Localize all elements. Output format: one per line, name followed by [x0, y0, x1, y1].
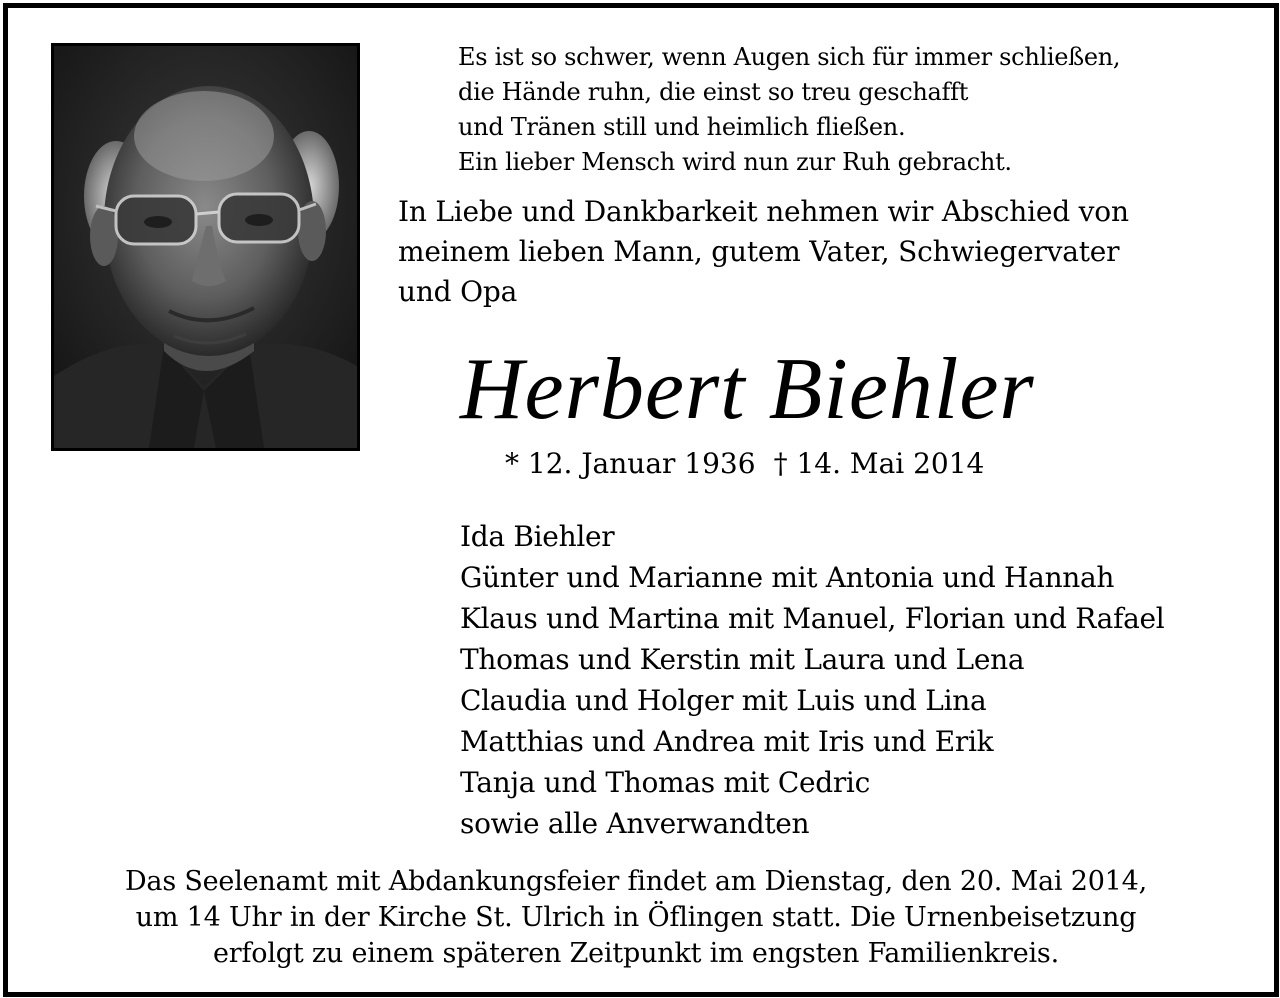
mourner-line: Tanja und Thomas mit Cedric — [460, 766, 870, 799]
mourners-list — [460, 516, 1240, 844]
poem-line: Es ist so schwer, wenn Augen sich für immer schließen, — [458, 43, 1121, 71]
funeral-line: erfolgt zu einem späteren Zeitpunkt im engsten Familienkreis. — [213, 938, 1059, 969]
funeral-notice — [40, 864, 1232, 972]
mourner-line: sowie alle Anverwandten — [460, 807, 810, 840]
mourner-line: Claudia und Holger mit Luis und Lina — [460, 684, 987, 717]
life-dates — [505, 442, 1205, 486]
portrait-photo — [51, 43, 360, 451]
poem-line: und Tränen still und heimlich fließen. — [458, 113, 906, 141]
portrait-image — [54, 46, 357, 448]
death-date: † 14. Mai 2014 — [773, 447, 985, 480]
farewell-intro — [398, 192, 1228, 312]
funeral-line: um 14 Uhr in der Kirche St. Ulrich in Öflingen statt. Die Urnenbeisetzung — [135, 902, 1137, 933]
mourner-line: Thomas und Kerstin mit Laura und Lena — [460, 643, 1025, 676]
birth-date: * 12. Januar 1936 — [505, 447, 756, 480]
poem-line: Ein lieber Mensch wird nun zur Ruh gebracht. — [458, 148, 1012, 176]
deceased-name: Herbert Biehler — [460, 341, 1035, 438]
intro-line: meinem lieben Mann, gutem Vater, Schwiegervater — [398, 235, 1120, 268]
intro-line: und Opa — [398, 275, 518, 308]
mourner-line: Klaus und Martina mit Manuel, Florian und Rafael — [460, 602, 1165, 635]
funeral-line: Das Seelenamt mit Abdankungsfeier findet am Dienstag, den 20. Mai 2014, — [124, 866, 1148, 897]
mourner-line: Matthias und Andrea mit Iris und Erik — [460, 725, 994, 758]
poem-line: die Hände ruhn, die einst so treu geschafft — [458, 78, 969, 106]
poem-verse — [458, 40, 1238, 180]
mourner-line: Günter und Marianne mit Antonia und Hannah — [460, 561, 1115, 594]
intro-line: In Liebe und Dankbarkeit nehmen wir Abschied von — [398, 195, 1129, 228]
mourner-line: Ida Biehler — [460, 520, 615, 553]
